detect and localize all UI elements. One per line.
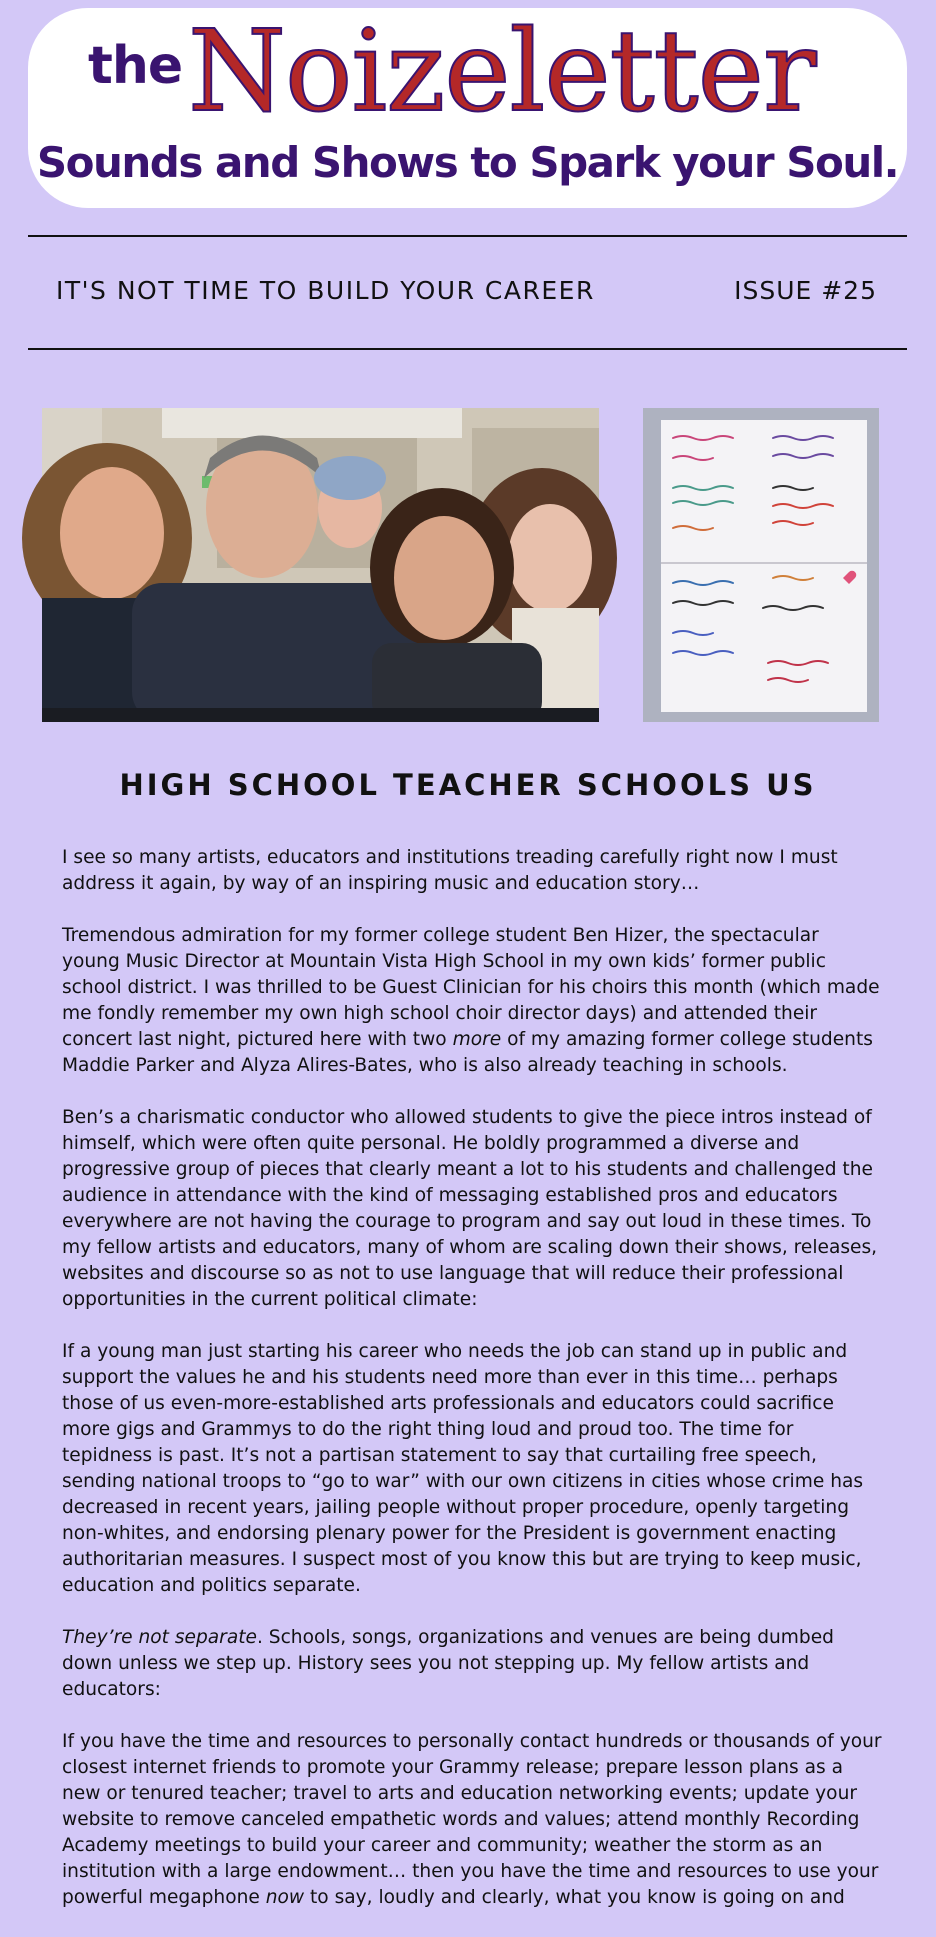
paragraph-text: of my amazing former college students Maddie Parker and Alyza Alires-Bates, who is also already teaching in schools. [62, 1029, 873, 1076]
article-paragraph [62, 1729, 882, 1911]
paragraph-text: to say, loudly and clearly, what you know is going on and [304, 1887, 845, 1908]
emphasis-text: now [265, 1887, 305, 1908]
masthead-title: Noizeletter [188, 7, 816, 137]
paragraph-text: . Schools, songs, organizations and venues are being dumbed down unless we step up. History sees you not stepping up. My fellow artists and educators: [62, 1627, 834, 1700]
issue-number: ISSUE #25 [734, 276, 877, 305]
paragraph-text: Tremendous admiration for my former college student Ben Hizer, the spectacular young Music Director at Mountain Vista High School in my own kids’ former public school district. I was thrilled to be Guest Clinician for his choirs this month (which made me fondly remember my own high school choir director days) and attended their concert last night, pictured here with two [62, 925, 880, 1050]
paragraph-text: Ben’s a charismatic conductor who allowed students to give the piece intros instead of himself, which were often quite personal. He boldly programmed a diverse and progressive group of pieces that clearly meant a lot to his students and challenged the audience in attendance with the kind of messaging established pros and educators everywhere are not having the courage to program and say out loud in these times. To my fellow artists and educators, many of whom are scaling down their shows, releases, websites and discourse so as not to use language that will reduce their professional opportunities in the current political climate: [62, 1107, 878, 1310]
bottom-divider [28, 348, 907, 350]
paragraph-text: If you have the time and resources to personally contact hundreds or thousands of your closest internet friends to promote your Grammy release; prepare lesson plans as a new or tenured teacher; travel to arts and education networking events; update your website to remove canceled empathetic words and values; attend monthly Recording Academy meetings to build your career and community; weather the storm as an institution with a large endowment… then you have the time and resources to use your powerful megaphone [62, 1731, 882, 1908]
article-headline: HIGH SCHOOL TEACHER SCHOOLS US [119, 768, 817, 802]
group-selfie-photo [42, 408, 599, 722]
paragraph-text: I see so many artists, educators and institutions treading carefully right now I must address it again, by way of an inspiring music and education story… [62, 847, 838, 894]
article-paragraph [62, 845, 882, 897]
issue-theme: IT'S NOT TIME TO BUILD YOUR CAREER [56, 276, 595, 305]
masthead-the: the [88, 36, 183, 96]
emphasis-text: more [452, 1029, 502, 1050]
paragraph-text: If a young man just starting his career who needs the job can stand up in public and support the values he and his students need more than ever in this time… perhaps those of us even-more-established arts professionals and educators could sacrifice more gigs and Grammys to do the right thing loud and proud too. The time for tepidness is past. It’s not a partisan statement to say that curtailing free speech, sending national troops to “go to war” with our own citizens in cities whose crime has decreased in recent years, jailing people without proper procedure, openly targeting non-whites, and endorsing plenary power for the President is government enacting authoritarian measures. I suspect most of you know this but are trying to keep music, education and politics separate. [62, 1341, 864, 1596]
masthead-tagline: Sounds and Shows to Spark your Soul. [36, 138, 899, 187]
article-paragraph [62, 923, 882, 1079]
thank-you-card-photo [643, 408, 879, 722]
masthead [28, 8, 907, 208]
thank-you-card-illustration [643, 408, 879, 722]
article-body [62, 845, 882, 1937]
emphasis-text: They’re not separate [62, 1627, 257, 1648]
article-paragraph [62, 1339, 882, 1599]
group-selfie-illustration [42, 408, 599, 722]
issue-bar [28, 236, 907, 348]
article-paragraph [62, 1625, 882, 1703]
article-paragraph [62, 1105, 882, 1313]
